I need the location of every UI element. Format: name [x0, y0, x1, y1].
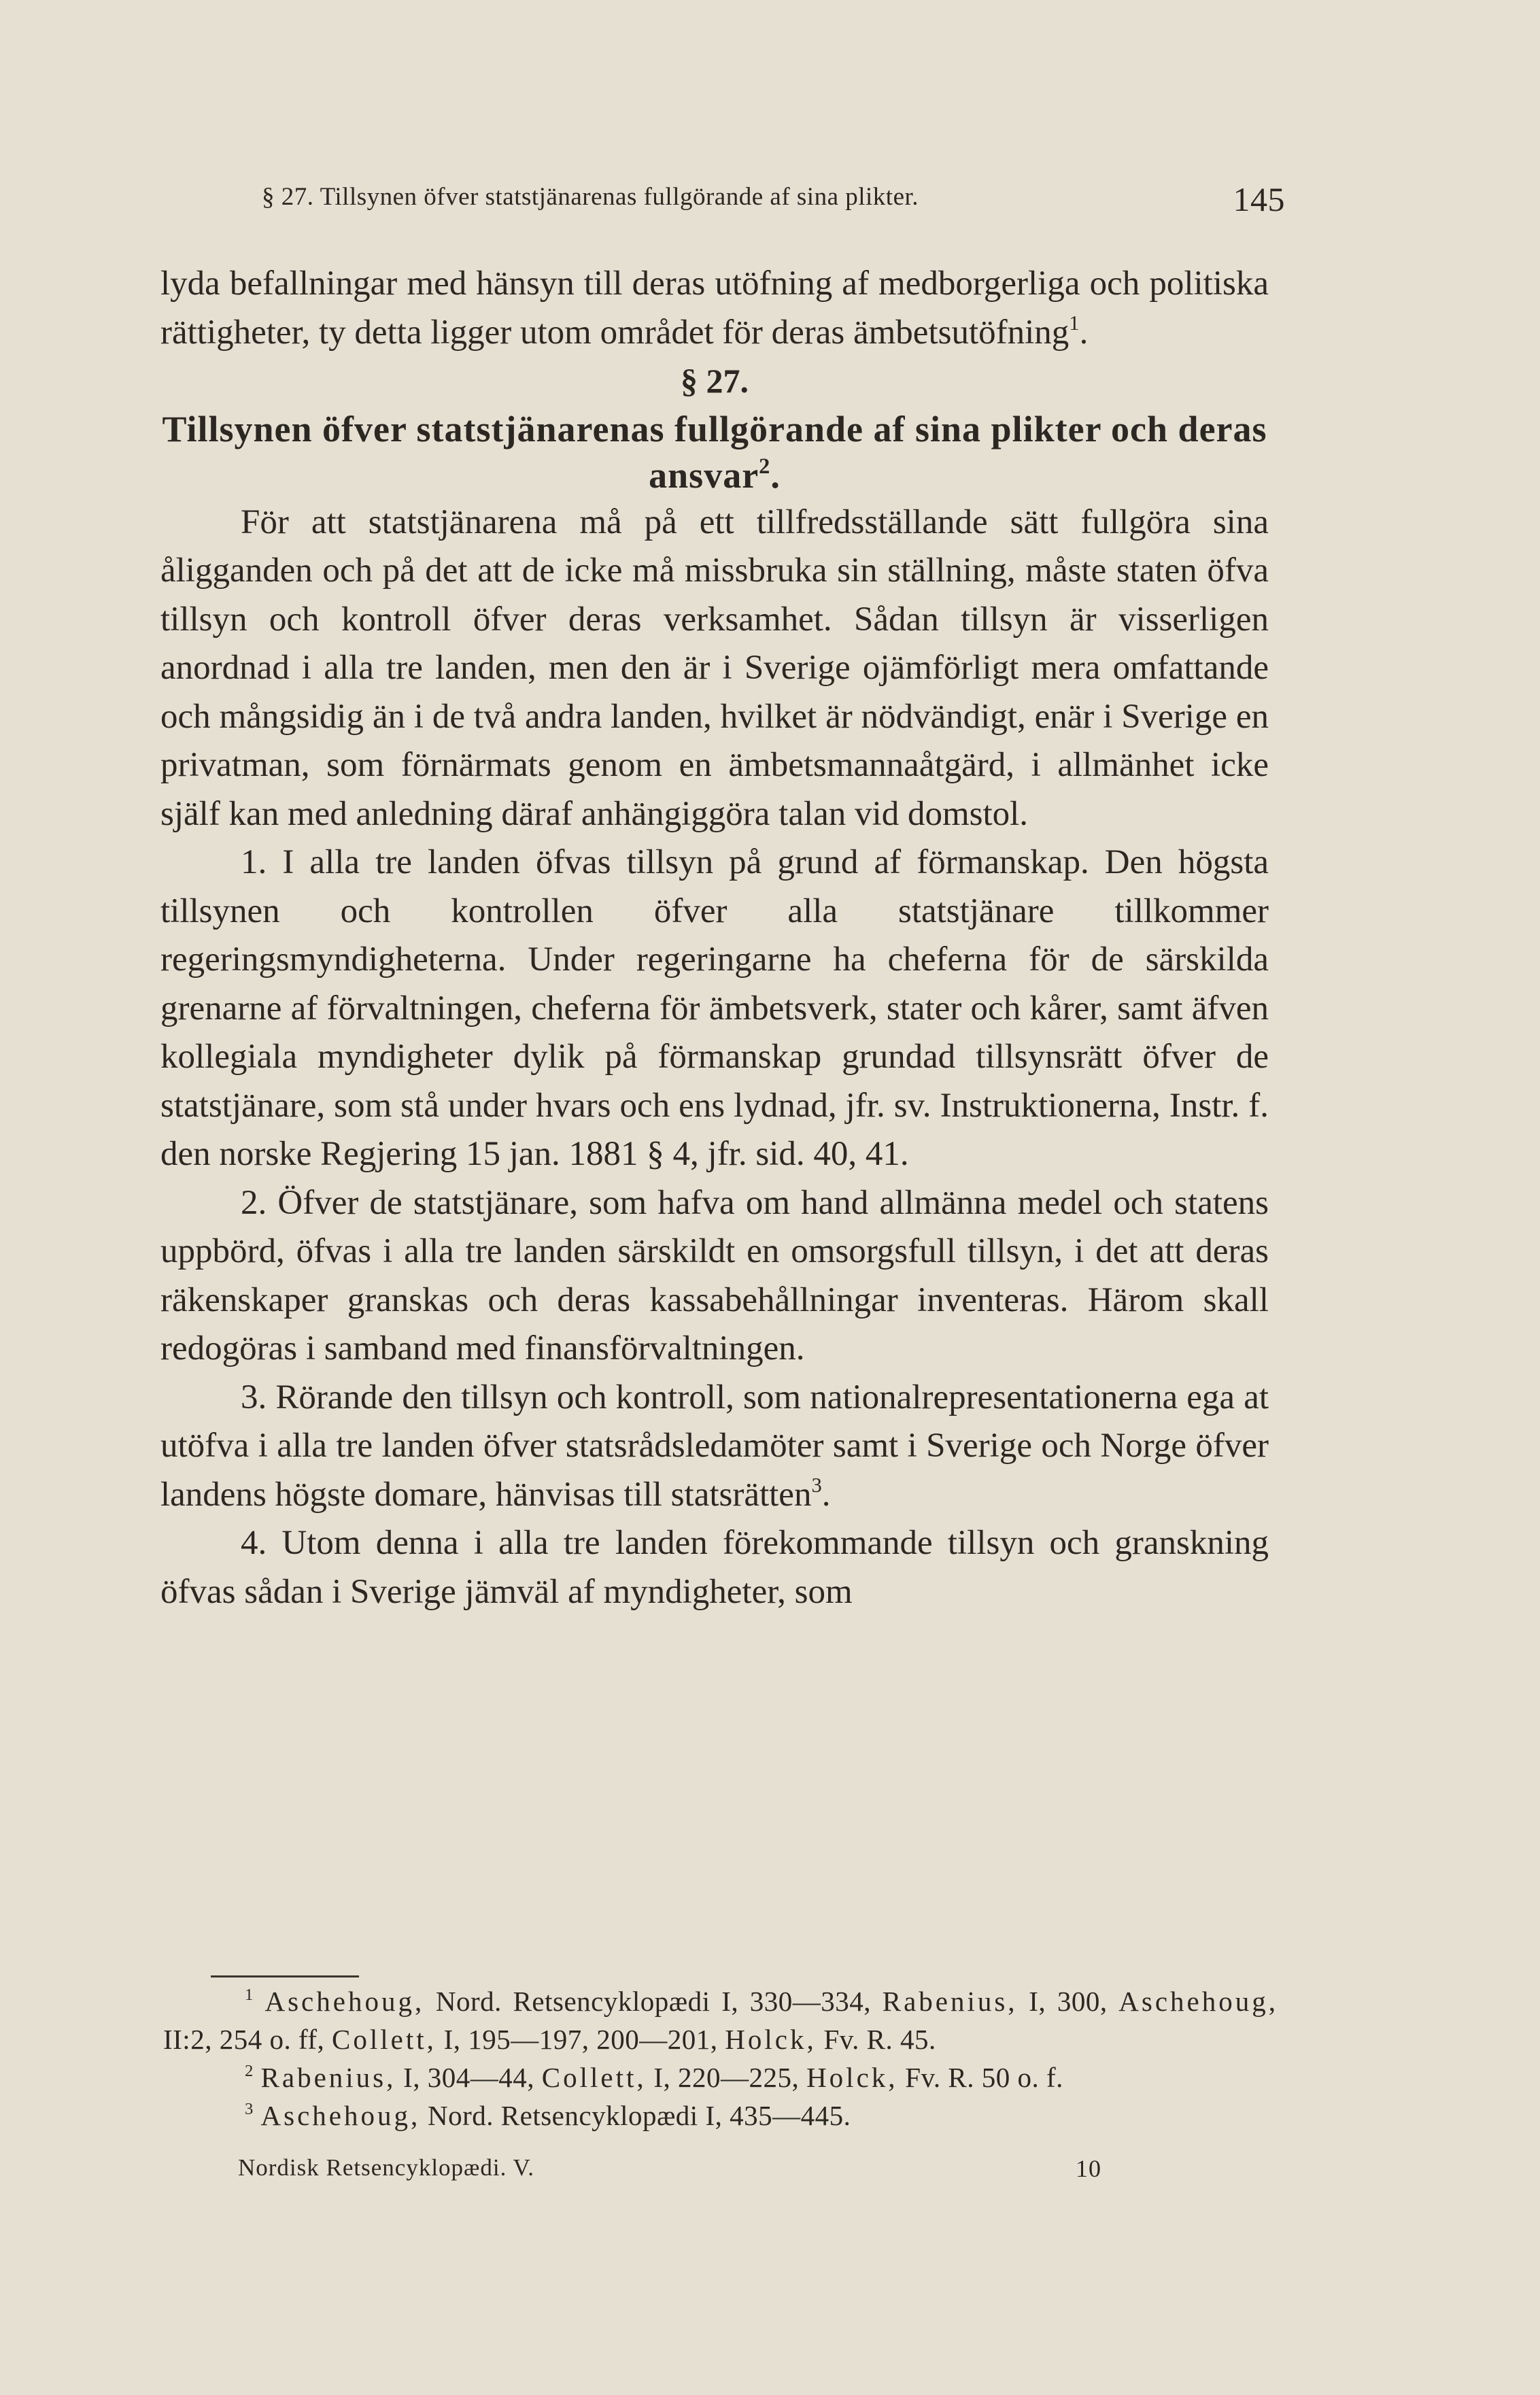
author-name: Holck,: [725, 2024, 817, 2055]
footnote-ref-3: 3: [811, 1473, 822, 1497]
author-name: Aschehoug,: [260, 2100, 421, 2131]
running-title: § 27. Tillsynen öfver statstjänarenas fullgörande af sina plikter.: [262, 183, 919, 211]
page-number: 145: [1233, 180, 1285, 218]
author-name: Holck,: [806, 2062, 898, 2093]
sheet-number: 10: [1076, 2155, 1101, 2182]
author-name: Aschehoug,: [1118, 1986, 1278, 2017]
author-name: Collett,: [332, 2024, 437, 2055]
section-number: § 27.: [681, 362, 749, 400]
footnote-3-mark: 3: [245, 2100, 254, 2119]
printer-signature: Nordisk Retsencyklopædi. V.: [238, 2154, 534, 2181]
footnotes: [163, 1982, 1278, 2135]
author-name: Rabenius,: [260, 2062, 396, 2093]
citation-text: I, 220—225,: [646, 2062, 807, 2093]
citation-text: I, 195—197, 200—201,: [436, 2024, 725, 2055]
section-title: [160, 406, 1269, 498]
citation-text: Nord. Retsencyklopædi I, 435—445.: [420, 2100, 851, 2131]
paragraph-3: [160, 1374, 1269, 1520]
footnote-ref-1: 1: [1069, 311, 1080, 335]
running-header: [262, 182, 1285, 223]
citation-text: Fv. R. 50 o. f.: [897, 2062, 1063, 2093]
continuation-text: lyda befallningar med hänsyn till deras utöfning af medborgerliga och politiska rättigheter, ty detta ligger utom området för deras ämbetsutöfning: [160, 265, 1269, 352]
paragraph-intro: För att statstjänarena må på ett tillfredsställande sätt fullgöra sina åligganden och på det att de icke må missbruka sin ställning, måste staten öfva tillsyn och kontroll öfver deras verksamhet. Sådan tillsyn är visserligen anordnad i alla tre landen, men den är i Sverige ojämförligt mera omfattande och mångsidig än i de två andra landen, hvilket är nödvändigt, enär i Sverige en privatman, som förnärmats genom en ämbetsmannaåtgärd, i allmänhet icke själf kan med anledning däraf anhängiggöra talan vid domstol.: [160, 503, 1269, 833]
citation-text: Nord. Retsencyklopædi I, 330—334,: [424, 1986, 883, 2017]
author-name: Collett,: [541, 2062, 647, 2093]
citation-text: I, 300,: [1017, 1986, 1119, 2017]
footnote-2: [163, 2058, 1278, 2096]
paragraph-3-end: .: [821, 1475, 831, 1514]
main-text: [160, 260, 1269, 1616]
footnote-rule: [211, 1975, 359, 1977]
footnote-3: [163, 2096, 1278, 2135]
citation-text: I, 304—44,: [396, 2062, 542, 2093]
citation-text: II:2, 254 o. ff,: [163, 2024, 332, 2055]
citation-text: Fv. R. 45.: [816, 2024, 936, 2055]
footnote-2-mark: 2: [245, 2062, 254, 2081]
paragraph-2: 2. Öfver de statstjänare, som hafva om hand allmänna medel och statens uppbörd, öfvas i alla tre landen särskildt en omsorgsfull tillsyn, i det att deras räkenskaper granskas och deras kassabehållningar inventeras. Härom skall redogöras i samband med finansförvaltningen.: [160, 1183, 1269, 1368]
continuation-end: .: [1079, 313, 1089, 352]
footnote-1-mark: 1: [245, 1986, 254, 2005]
author-name: Rabenius,: [882, 1986, 1018, 2017]
paragraph-4: 4. Utom denna i alla tre landen förekommande tillsyn och granskning öfvas sådan i Sverige jämväl af myndigheter, som: [160, 1524, 1269, 1611]
paragraph-3-text: 3. Rörande den tillsyn och kontroll, som nationalrepresentationerna ega at utöfva i alla tre landen öfver statsrådsledamöter samt i Sverige och Norge öfver landens högste domare, hänvisas till statsrätten: [160, 1378, 1269, 1514]
author-name: Aschehoug,: [264, 1986, 425, 2017]
footnote-1: [163, 1982, 1278, 2058]
continuation-paragraph: [160, 260, 1269, 357]
footnote-ref-2: 2: [759, 454, 771, 479]
paragraph-1: 1. I alla tre landen öfvas tillsyn på grund af förmanskap. Den högsta tillsynen och kontrollen öfver alla statstjänare tillkommer regeringsmyndigheterna. Under regeringarne ha cheferna för de särskilda grenarne af förvaltningen, cheferna för ämbetsverk, stater och kårer, samt äfven kollegiala myndigheter dylik på förmanskap grundad tillsynsrätt öfver de statstjänare, som stå under hvars och ens lydnad, jfr. sv. Instruktionerna, Instr. f. den norske Regjering 15 jan. 1881 § 4, jfr. sid. 40, 41.: [160, 843, 1269, 1173]
section-title-end: .: [770, 454, 781, 496]
section-title-text: Tillsynen öfver statstjänarenas fullgörande af sina plikter och deras ansvar: [162, 408, 1267, 496]
